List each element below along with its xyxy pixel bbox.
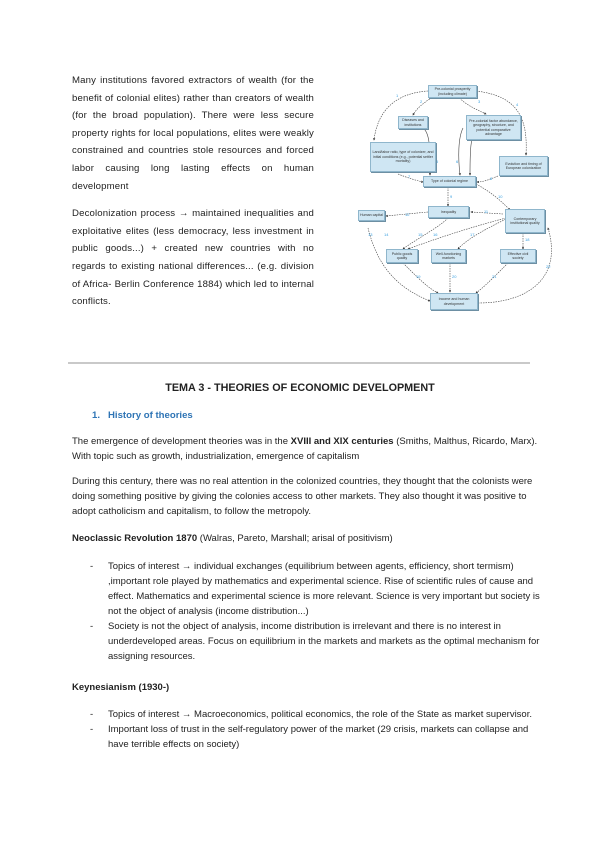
heading-history-of-theories (92, 410, 193, 421)
neoclassic-heading (72, 531, 542, 546)
node-land-labor-ratio: Land/labor ratio, type of colonizer, and initial conditions (e.g., potential settler mortality) (370, 142, 436, 172)
arrow-11 (403, 218, 448, 249)
arrow-5 (398, 174, 423, 182)
keynesianism-heading (72, 680, 542, 695)
node-human-capital: Human capital (358, 210, 385, 221)
section-divider (68, 362, 530, 364)
node-civil-society: Effective civil society (500, 249, 536, 263)
node-factor-abundance: Pre-colonial factor abundance, geography, structure, and potential comparative advantage (466, 115, 521, 140)
edge-label: 17 (470, 232, 475, 237)
edge-label: 7 (408, 174, 411, 179)
neoclassic-bullet-list (90, 559, 550, 664)
keynesianism-title: Keynesianism (1930-) (72, 682, 170, 693)
edge-label: 11 (484, 209, 489, 214)
bold-text-centuries: XVIII and XIX centuries (290, 436, 394, 447)
edge-label: 8 (490, 176, 493, 181)
bullet-text: Important loss of trust in the self-regulatory power of the market (29 crisis, markets can collapse and have terrible effects on society) (108, 724, 529, 750)
arrow-6 (477, 176, 498, 182)
node-european-colonization: Evolution and timing of European colonization (499, 156, 548, 176)
arrow-22 (459, 128, 463, 175)
node-public-goods: Public goods quality (386, 249, 418, 263)
neoclassic-title: Neoclassic Revolution 1870 (72, 533, 198, 544)
keynesianism-bullet-list (90, 707, 550, 752)
edge-label: 13 (368, 232, 373, 237)
list-item (90, 707, 550, 722)
node-colonial-regime: Type of colonial regime (423, 176, 476, 187)
bullet-text: Topics of interest → Macroeconomics, political economics, the role of the State as market supervisor. (108, 709, 532, 720)
intro-text (72, 72, 314, 321)
node-precolonial-prosperity: Pre-colonial prosperity (including climate) (428, 85, 477, 98)
arrow-2 (413, 95, 436, 115)
edge-label: 2 (420, 99, 423, 104)
edge-label: 1 (396, 93, 399, 98)
bullet-text: Society is not the object of analysis, income distribution is irrelevant and there is no interest in underdeveloped areas. Focus on equilibrium in the markets and markets as the optimal mechanism for assigning resources. (108, 621, 540, 662)
arrow-3 (458, 96, 486, 114)
intro-paragraph-decolonization: Decolonization process → maintained inequalities and exploitative elites (less democracy, less investment in public goods...) + created new countries with no regards to existing national differences... (e.g. division of Africa- Berlin Conference 1884) which led to internal conflicts. (72, 208, 314, 308)
edge-label: 10 (498, 194, 503, 199)
edge-label: 18 (525, 237, 530, 242)
edge-label: 22 (546, 264, 551, 269)
bullet-dash: - (90, 561, 94, 572)
edge-label: 16 (433, 232, 438, 237)
node-diseases-institutions: Diseases and institutions (398, 116, 428, 129)
paragraph-emergence (72, 434, 542, 464)
edge-label: 15 (418, 232, 423, 237)
list-item (90, 559, 550, 619)
bullet-dash: - (90, 621, 94, 632)
edge-label: 19 (416, 274, 421, 279)
diagram-arrows (358, 78, 558, 318)
edge-label: 20 (452, 274, 457, 279)
arrow-18 (368, 228, 430, 301)
heading-number: 1. (92, 410, 101, 421)
node-institutional-quality: Contemporary institutional quality (505, 209, 545, 233)
colonialism-development-diagram (358, 78, 558, 318)
edge-label: 12 (405, 212, 410, 217)
edge-label: 5 (436, 159, 439, 164)
list-item (90, 619, 550, 664)
section-title: TEMA 3 - THEORIES OF ECONOMIC DEVELOPMENT (165, 382, 435, 394)
edge-label: 9 (450, 194, 453, 199)
edge-label: 21 (492, 274, 497, 279)
paragraph-colonies: During this century, there was no real attention in the colonized countries, they thought that the colonists were doing something positive by giving the colonies access to other markets. They also thought it was positive to adopt catholicism and capitalism, to follow the metropoly. (72, 476, 533, 517)
text: The emergence of development theories was in the (72, 436, 291, 447)
bullet-dash: - (90, 724, 94, 735)
intro-paragraph-colonial-institutions: Many institutions favored extractors of wealth (for the benefit of colonial elites) rather than creators of wealth (for the broad population). There were less secure property rights for local populations, elites were weakly constrained and countries stole resources and forced labor causing long lasting effects on human development (72, 75, 314, 192)
arrow-13 (458, 218, 508, 249)
heading-text: History of theories (108, 410, 193, 421)
node-income-development: Income and human development (430, 293, 478, 310)
bullet-dash: - (90, 709, 94, 720)
bullet-text: Topics of interest → individual exchanges (equilibrium between agents, efficiency, short termism) ,important role played by mathematics and experimental science. Rise of scientific rules of cause and effect. Mathematics and experimental science is more relevant. Science is very important but society is not the object of analysis (income distribution...) (108, 561, 540, 617)
text: (Smiths, Malthus, Ricardo, Marx). With topic such as growth, industrialization, emergence of capitalism (72, 436, 538, 462)
edge-label: 3 (478, 99, 481, 104)
node-markets: Well-functioning markets (431, 249, 466, 263)
list-item (90, 722, 550, 752)
arrow-15 (403, 263, 438, 293)
arrow-12 (408, 218, 506, 249)
edge-label: 14 (384, 232, 389, 237)
arrow-19 (478, 228, 552, 303)
arrow-8 (476, 184, 510, 210)
edge-label: 4 (516, 102, 519, 107)
neoclassic-authors: (Walras, Pareto, Marshall; arisal of positivism) (197, 533, 393, 544)
node-inequality: Inequality (428, 206, 469, 218)
edge-label: 6 (456, 159, 459, 164)
